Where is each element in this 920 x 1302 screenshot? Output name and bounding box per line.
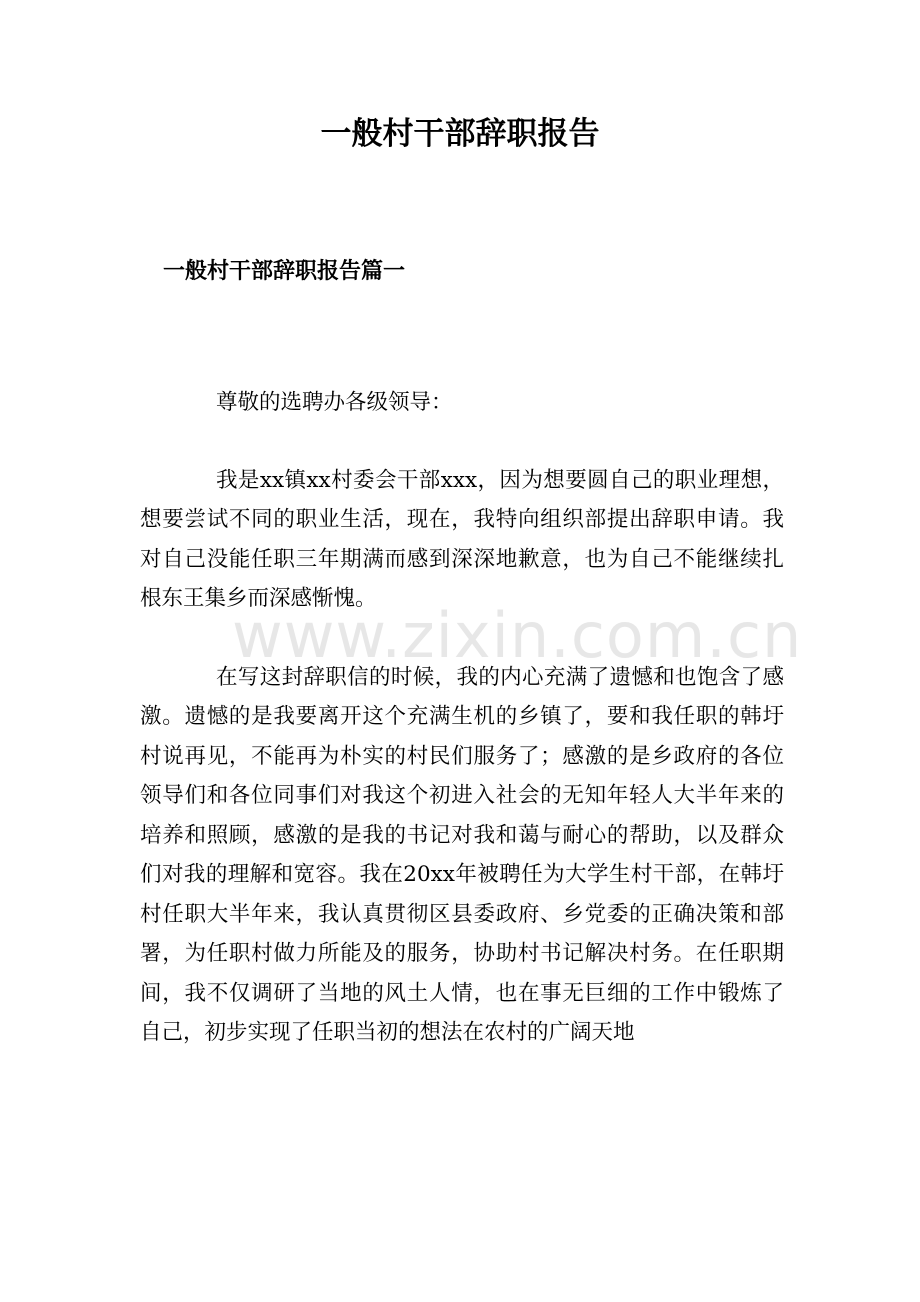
section-heading: 一般村干部辞职报告篇一 — [163, 258, 406, 284]
paragraph-1: 我是xx镇xx村委会干部xxx，因为想要圆自己的职业理想，想要尝试不同的职业生活，现在，我特向组织部提出辞职申请。我对自己没能任职三年期满而感到深深地歉意，也为自己不能继续扎根东王集乡而深感惭愧。 — [140, 467, 784, 611]
paragraph-2: 在写这封辞职信的时候，我的内心充满了遗憾和也饱含了感激。遗憾的是我要离开这个充满生机的乡镇了，要和我任职的韩圩村说再见，不能再为朴实的村民们服务了；感激的是乡政府的各位领导们和各位同事们对我这个初进入社会的无知年轻人大半年来的培养和照顾，感激的是我的书记对我和蔼与耐心的帮助，以及群众们对我的理解和宽容。我在20xx年被聘任为大学生村干部，在韩圩村任职大半年来，我认真贯彻区县委政府、乡党委的正确决策和部署，为任职村做力所能及的服务，协助村书记解决村务。在任职期间，我不仅调研了当地的风土人情，也在事无巨细的工作中锻炼了自己，初步实现了任职当初的想法在农村的广阔天地 — [140, 664, 784, 1045]
document-body — [140, 383, 784, 1092]
watermark: www.zixin.com.cn — [232, 599, 803, 672]
document-title: 一般村干部辞职报告 — [320, 116, 600, 152]
salutation: 尊敬的选聘办各级领导： — [216, 390, 453, 415]
